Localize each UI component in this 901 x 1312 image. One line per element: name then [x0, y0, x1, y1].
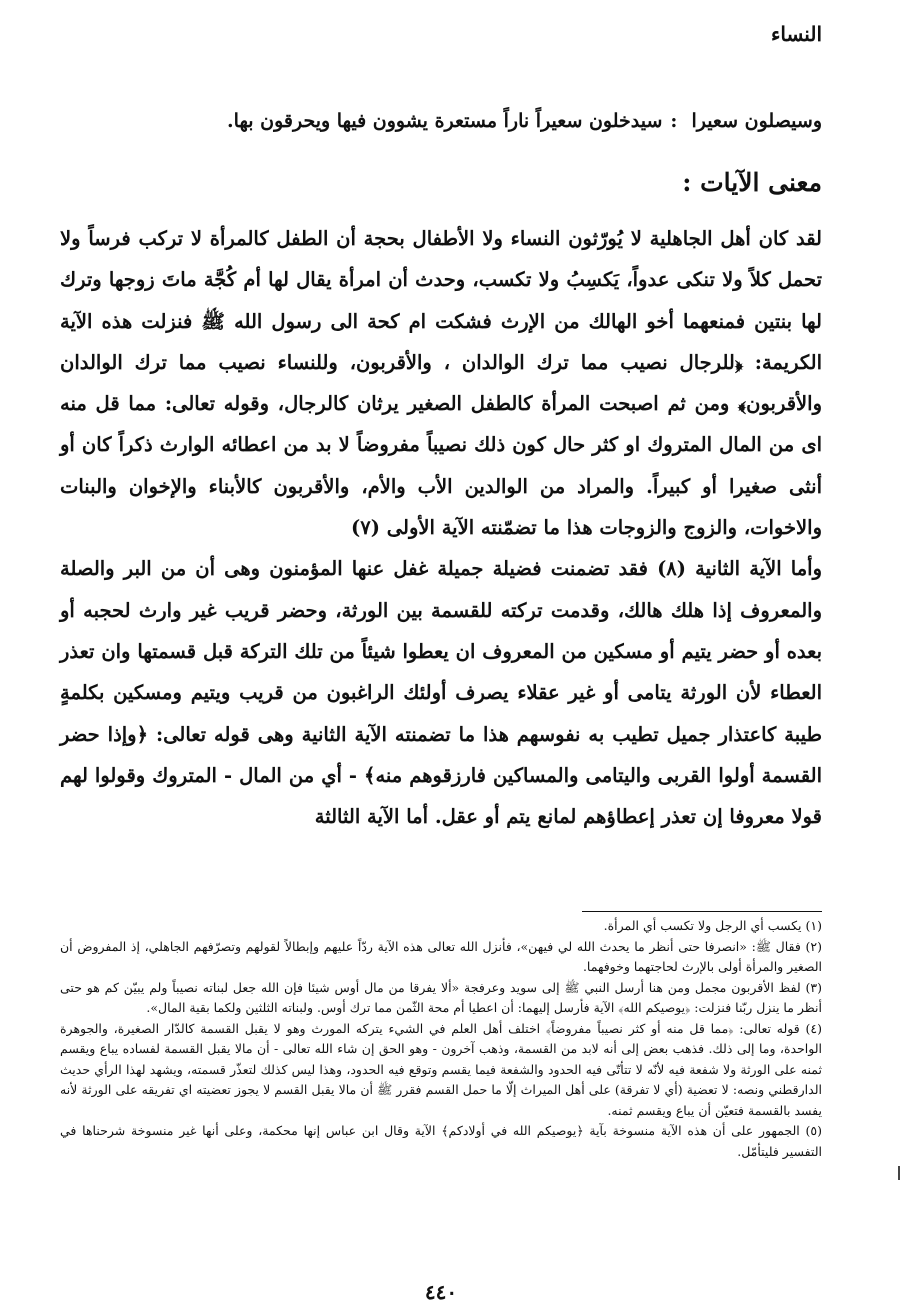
book-page — [60, 18, 823, 1304]
vocabulary-entry — [60, 110, 822, 132]
running-title: النساء — [770, 22, 822, 46]
section-title: معنى الآيات : — [682, 168, 822, 197]
footnote: (٥) الجمهور على أن هذه الآية منسوخة بآية ﴿يوصيكم الله في أولادكم﴾ الآية وقال ابن عباس إنها محكمة، وعلى أنها غير منسوخة شرحناها في التفسير فليتأمّل. — [60, 1123, 822, 1159]
vocab-term: وسيصلون سعيرا — [691, 110, 822, 132]
footnote: (٢) فقال ﷺ: «انصرفا حتى أنظر ما يحدث الله لي فيهن»، فأنزل الله تعالى هذه الآية ردّاً عليهم وإبطالاً لقولهم وتصرّفهم الجاهلي، إذ المفروض أن الصغير والمرأة أولى بالإرث لحاجتهما وخوفهما. — [60, 938, 822, 974]
footnote: (٤) قوله تعالى: ﴿مما قل منه أو كثر نصيباً مفروضاً﴾ اختلف أهل العلم في الشيء يتركه المورث وهو لا يقبل القسمة كالدّار الصغيرة، والجوهرة الواحدة، وما إلى ذلك. فذهب بعض إلى أنه لابد من القسمة، وذهب آخرون - وهو الحق إن شاء الله تعالى - أن مالا يقبل القسمة لفساده يباع ويقسم ثمنه على الورثة ولا شفعة فيه لأنّه لا تتأتّى فيه الحدود والشفعة فيما يقسم وتوقع فيه الحدود، وهذا ليس كذلك لتعذّر قسمته، ويشهد لهذا الرأي حديث الدارقطني ونصه: لا تعضية (أي لا تفرقة) على أهل الميراث إلّا ما حمل القسم فقرر ﷺ أن مالا يقبل القسم لا يجوز تعضيته اي تفريقه على الورثة لأنه يفسد بالقسمة فتعيّن أن يباع ويقسم ثمنه. — [60, 1020, 823, 1118]
footnote-separator — [582, 911, 822, 912]
scan-edge-mark — [898, 1166, 900, 1180]
body-text — [60, 218, 822, 837]
footnote: (١) يكسب أي الرجل ولا تكسب أي المرأة. — [603, 918, 822, 933]
body-paragraph: لقد كان أهل الجاهلية لا يُورّثون النساء ولا الأطفال بحجة أن الطفل كالمرأة لا تركب فرساً ولا تحمل كلاً ولا تنكى عدواً، يَكسِبُ ولا تكسب، وحدث أن امرأة يقال لها أم كُجَّة ماتَ زوجها وترك لها بنتين فمنعهما أخو الهالك من الإرث فشكت ام كحة الى رسول الله ﷺ فنزلت هذه الآية الكريمة: ﴿للرجال نصيب مما ترك الوالدان ، والأقربون، وللنساء نصيب مما ترك الوالدان والأقربون﴾ ومن ثم اصبحت المرأة كالطفل الصغير يرثان كالرجال، وقوله تعالى: مما قل منه اى من المال المتروك او كثر حال كون ذلك نصيباً مفروضاً لا بد من اعطائه الوارث ذكراً كان أو أنثى صغيرا أو كبيراً. والمراد من الوالدين الأب والأم، والأقربون كالأبناء والإخوان والبنات والاخوات، والزوج والزوجات هذا ما تضمّنته الآية الأولى (٧) — [60, 227, 822, 540]
footnote: (٣) لفظ الأقربون مجمل ومن هنا أرسل النبي ﷺ إلى سويد وعرفجة «ألا يفرقا من مال أوس شيئا فإن الله جعل لبناته نصيباً ولم يبيّن كم هو حتى أنظر ما ينزل ربّنا فنزلت: ﴿يوصيكم الله﴾ الآية فأرسل إليهما: أن اعطيا أم محة الثّمن مما ترك أوس. ولبناته الثلثين ولكما بقية المال». — [60, 979, 822, 1015]
footnotes — [60, 916, 822, 1162]
body-paragraph: وأما الآية الثانية (٨) فقد تضمنت فضيلة جميلة غفل عنها المؤمنون وهى أن من البر والصلة والمعروف إذا هلك هالك، وقدمت تركته للقسمة بين الورثة، وحضر قريب غير وارث لحجبه أو بعده أو حضر يتيم أو مسكين من المعروف ان يعطوا شيئاً من تلك التركة قبل قسمتها وان تعذر العطاء لأن الورثة يتامى أو غير عقلاء يصرف أولئك الراغبون من قريب ويتيم ومسكين بكلمةٍ طيبة كاعتذار جميل تطيب به نفوسهم هذا ما تضمنته الآية الثانية وهى قوله تعالى: ﴿وإذا حضر القسمة أولوا القربى واليتامى والمساكين فارزقوهم منه﴾ - أي من المال - المتروك وقولوا لهم قولا معروفا إن تعذر إعطاؤهم لمانع يتم أو عقل. أما الآية الثالثة — [60, 557, 822, 829]
page-number: ٤٤٠ — [424, 1280, 458, 1304]
vocab-colon: : — [670, 110, 678, 132]
vocab-definition: سيدخلون سعيراً ناراً مستعرة يشوون فيها ويحرقون بها. — [227, 110, 663, 132]
